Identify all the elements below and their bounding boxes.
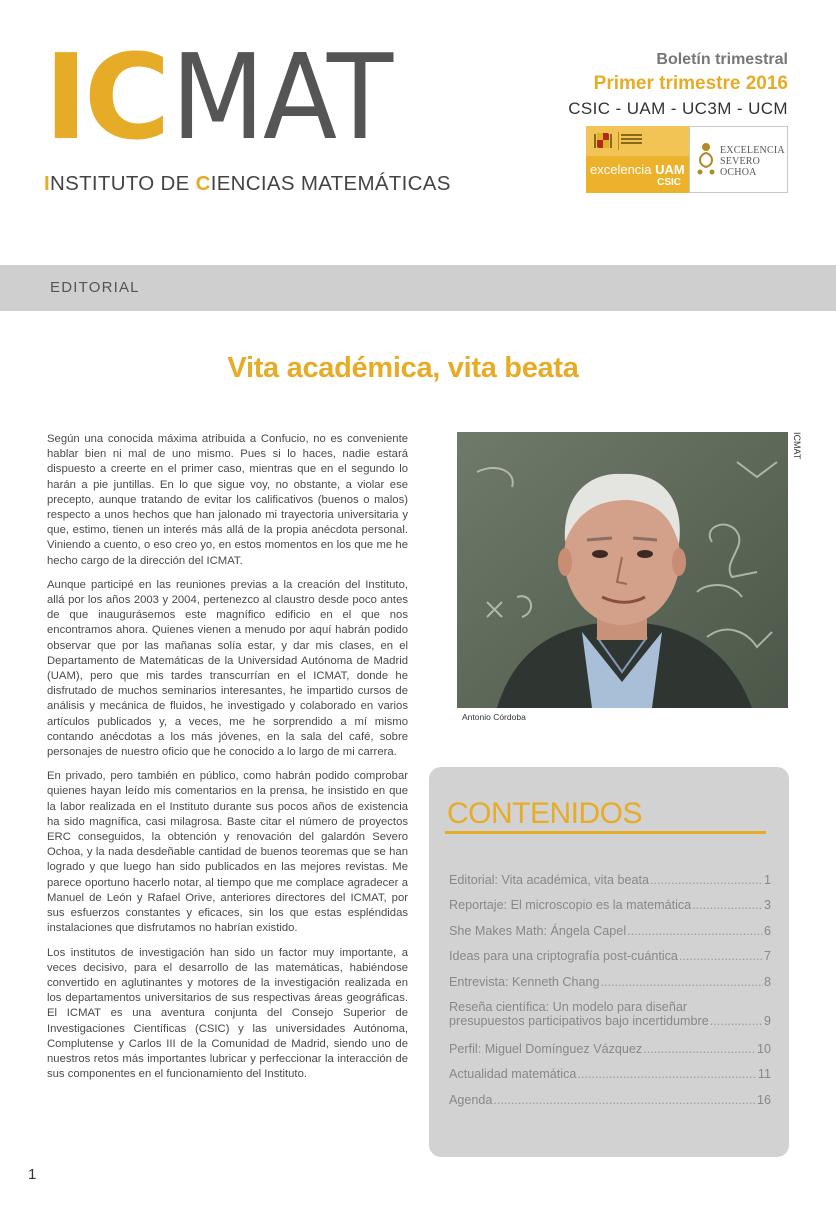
photo-caption: Antonio Córdoba	[462, 712, 526, 722]
toc-item[interactable]: Editorial: Vita académica, vita beata ..... 1	[449, 873, 771, 898]
toc-item[interactable]: Entrevista: Kenneth Chang ..... 8	[449, 975, 771, 1000]
icmat-logo	[44, 28, 451, 198]
article-body	[47, 432, 408, 1091]
coat-of-arms-icon	[592, 130, 614, 152]
badge-csic-text: CSIC	[657, 177, 681, 188]
government-logo	[586, 126, 689, 156]
severo-ochoa-text: EXCELENCIA SEVERO OCHOA	[720, 145, 785, 178]
contents-title: CONTENIDOS	[447, 797, 643, 830]
page-number: 1	[28, 1166, 37, 1183]
logo-mat: MAT	[170, 28, 391, 166]
severo-ochoa-badge	[689, 126, 788, 193]
contents-box	[429, 767, 789, 1157]
logo-ic: IC	[44, 28, 167, 166]
portrait-illustration	[457, 432, 788, 708]
excelencia-uam-csic-badge	[586, 126, 689, 193]
section-label: EDITORIAL	[50, 279, 140, 296]
badge-excelencia-text: excelencia UAM	[590, 162, 685, 177]
paragraph: Según una conocida máxima atribuida a Confucio, no es conveniente hablar bien ni mal de uno mismo. Pues si lo haces, nadie estará dispuesto a creerte en el primer caso, mientras que en el segundo lo harán a pie juntillas. En lo que sigue voy, no obstante, a violar ese precepto, aunque tratando de evitar los calificativos (buenos o malos) respecto a unos hechos que han jalonado mi trayectoria universitaria y que, estimo, tienen un interés más allá de la propia anécdota personal. Viniendo a cuento, o eso creo yo, en estos momentos en los que me he hecho cargo de la dirección del ICMAT.	[47, 433, 408, 567]
toc-item[interactable]: Reseña científica: Un modelo para diseñar presupuestos participativos bajo incertidumbre ..... 9	[449, 1000, 771, 1040]
contents-rule	[445, 831, 766, 834]
toc-item[interactable]: Agenda ..... 16	[449, 1093, 771, 1118]
article-title: Vita académica, vita beata	[227, 352, 579, 384]
bulletin-period: Primer trimestre 2016	[593, 73, 788, 94]
portrait-photo	[457, 432, 788, 708]
ministry-text-lines	[618, 132, 644, 150]
toc-item[interactable]: Perfil: Miguel Domínguez Vázquez ..... 10	[449, 1042, 771, 1067]
contents-list	[449, 873, 771, 1118]
toc-item[interactable]: She Makes Math: Ángela Capel ..... 6	[449, 924, 771, 949]
paragraph: Aunque participé en las reuniones previas a la creación del Instituto, allá por los años 2003 y 2004, pertenezco al claustro desde poco antes de que inaugurásemos este magnífico edificio en el que nos encontramos ahora. Quienes vienen a menudo por aquí habrán podido observar que por las mañanas solía estar, y dar mis clases, en el Departamento de Matemáticas de la Universidad Autónoma de Madrid (UAM), pero que mis tardes transcurrían en el ICMAT, donde he disfrutado de muchos seminarios interesantes, he impartido cursos de análisis y mecánica de fluidos, he investigado y colaborado en varios artículos publicados y, a veces, me he sorprendido a mí mismo contando anécdotas a los más jóvenes, en la sala del café, sobre personajes de nuestro oficio que he conocido a lo largo de mi carrera.	[47, 578, 408, 759]
bulletin-type: Boletín trimestral	[656, 51, 788, 68]
institutions: CSIC - UAM - UC3M - UCM	[568, 99, 788, 118]
paragraph: En privado, pero también en público, como habrán podido comprobar quienes hayan leído mis comentarios en la prensa, he insistido en que la labor realizada en el Instituto durante sus pocos años de existencia ha sido magnífica, casi milagrosa. Baste citar el número de proyectos ERC conseguidos, la obtención y renovación del galardón Severo Ochoa, y la nada desdeñable cantidad de buenos teoremas que se han logrado y que luego han sido publicados en las mejores revistas. Me parece oportuno hacerlo notar, al tiempo que me complace agradecer a Manuel de León y Rafael Orive, anteriores directores del ICMAT, por sus esfuerzos constantes y eficaces, sin los que estas espléndidas instalaciones que disfrutamos no habrían existido.	[47, 770, 408, 935]
toc-item[interactable]: Reportaje: El microscopio es la matemática ..... 3	[449, 898, 771, 923]
institute-name: INSTITUTO DE CIENCIAS MATEMÁTICAS	[44, 172, 451, 195]
logo-wordmark	[44, 28, 410, 166]
toc-item[interactable]: Actualidad matemática ..... 11	[449, 1067, 771, 1092]
bulletin-info	[568, 50, 788, 120]
section-band	[0, 265, 836, 311]
severo-ochoa-icon	[694, 139, 718, 179]
photo-credit: ICMAT	[792, 432, 802, 460]
toc-item[interactable]: Ideas para una criptografía post-cuántica ..... 7	[449, 949, 771, 974]
paragraph: Los institutos de investigación han sido un factor muy importante, a veces decisivo, para el desarrollo de las matemáticas, habiéndose convertido en aglutinantes y motores de la investigación realizada en los departamentos universitarios de sus respectivas áreas geográficas. El ICMAT es una aventura conjunta del Consejo Superior de Investigaciones Científicas (CSIC) y las universidades Autónoma, Complutense y Carlos III de la Comunidad de Madrid, siendo uno de nuestros retos más importantes lubricar y perfeccionar la interacción de sus componentes en el funcionamiento del Instituto.	[47, 946, 408, 1081]
